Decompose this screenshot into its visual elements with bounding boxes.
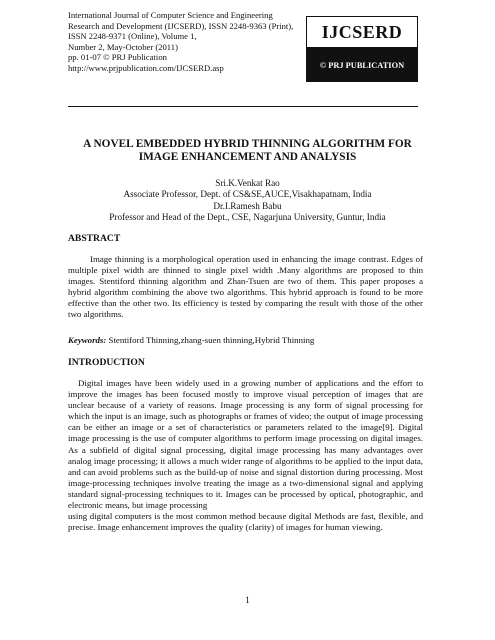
title-line: A NOVEL EMBEDDED HYBRID THINNING ALGORITHM FOR	[83, 138, 412, 150]
logo-title: IJCSERD	[306, 16, 418, 48]
keywords	[68, 335, 428, 345]
introduction-body	[68, 378, 423, 533]
journal-line: Number 2, May-October (2011)	[68, 41, 178, 52]
intro-paragraph: using digital computers is the most common method because digital Methods are fast, flexible, and precise. Image enhancement improves the quality (clarity) of images for human viewing.	[68, 511, 423, 533]
intro-paragraph: Digital images have been widely used in a growing number of applications and the effort to improve the images has been focused mostly to improve visual perception of images that are unclear because of a variety of reasons. Image processing is any form of signal processing for which the input is an image, such as photographs or frames of video; the output of image processing can be either an image or a set of characteristics or parameters related to the image[9]. Digital image processing is the use of computer algorithms to perform image processing on digital images. As a subfield of digital signal processing, digital image processing has many advantages over analog image processing; it allows a much wider range of algorithms to be applied to the input data, and can avoid problems such as the build-up of noise and signal distortion during processing. Most image-processing techniques involve treating the image as a two-dimensional signal and applying standard signal-processing techniques to it. Images can be processed by optical, photographic, and electronic means, but image processing	[68, 378, 423, 511]
author-name: Sri.K.Venkat Rao	[215, 178, 280, 188]
author-affiliation: Professor and Head of the Dept., CSE, Nagarjuna University, Guntur, India	[109, 212, 386, 223]
abstract-heading: ABSTRACT	[68, 233, 121, 244]
introduction-heading: INTRODUCTION	[68, 357, 145, 368]
keywords-text: Stentiford Thinning,zhang-suen thinning,Hybrid Thinning	[106, 335, 315, 345]
journal-line: ISSN 2248-9371 (Online), Volume 1,	[68, 31, 197, 42]
author-name: Dr.I.Ramesh Babu	[213, 200, 282, 211]
abstract-text: Image thinning is a morphological operation used in enhancing the image contrast. Edges of multiple pixel width are thinned to single pixel width .Many algorithms are proposed to thin images. Stentiford thinning algorithm and Zhan-Tsuen are two of them. This paper proposes a hybrid algorithm combining the above two algorithms. This hybrid approach is found to be more effective than the other two. Its efficiency is tested by comparing the result with those of the other two algorithms.	[68, 254, 423, 319]
header-divider	[68, 106, 418, 107]
journal-info	[68, 10, 320, 74]
logo-subtitle: © PRJ PUBLICATION	[306, 48, 418, 82]
title-line: IMAGE ENHANCEMENT AND ANALYSIS	[138, 151, 357, 163]
author-affiliation: Associate Professor, Dept. of CS&SE,AUCE,Visakhapatnam, India	[123, 189, 372, 200]
paper-title	[40, 138, 455, 164]
journal-url[interactable]: http://www.prjpublication.com/IJCSERD.asp	[68, 62, 224, 73]
keywords-label: Keywords:	[68, 335, 107, 345]
journal-line: International Journal of Computer Science and Engineering	[68, 10, 273, 20]
journal-line: Research and Development (IJCSERD), ISSN 2248-9363 (Print),	[68, 20, 294, 31]
author-block	[60, 178, 435, 224]
journal-logo	[306, 16, 418, 82]
journal-line: pp. 01-07 © PRJ Publication	[68, 52, 167, 63]
page-number: 1	[245, 596, 250, 606]
